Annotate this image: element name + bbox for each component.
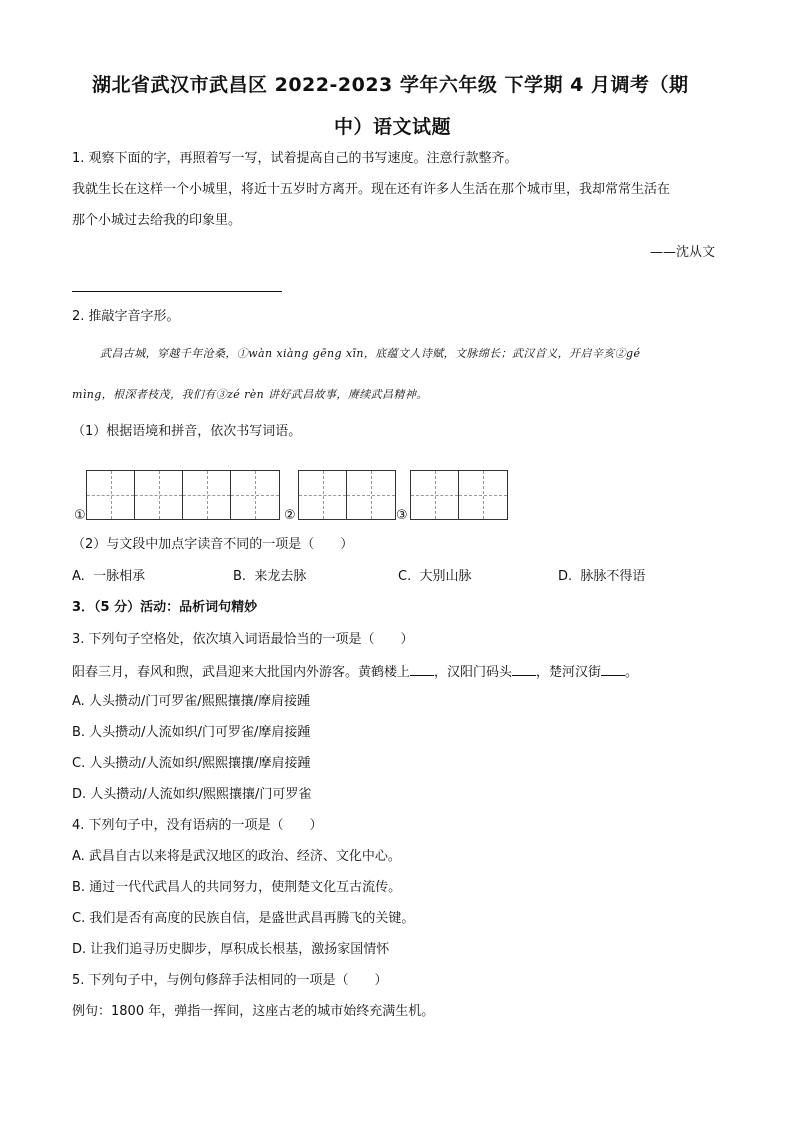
option-text: 脉脉不得语 (580, 569, 646, 584)
q4-prompt: 4. 下列句子中，没有语病的一项是（ ） (72, 818, 323, 833)
q3-option-c[interactable]: C. 人头攒动/人流如织/熙熙攘攘/摩肩接踵 (72, 756, 311, 771)
q3-sentence-part: 阳春三月，春风和煦，武昌迎来大批国内外游客。黄鹤楼上 (72, 665, 411, 680)
grid-cell[interactable] (347, 471, 395, 519)
page-title-continued: 中）语文试题 (334, 116, 452, 138)
answer-grid-1[interactable] (86, 470, 280, 520)
option-label: C. (398, 569, 412, 584)
answer-grid-3[interactable] (410, 470, 508, 520)
q2-option-a[interactable] (72, 569, 145, 585)
answer-grid-2[interactable] (298, 470, 396, 520)
option-text: 大别山脉 (419, 569, 472, 584)
q2-option-b[interactable] (233, 569, 306, 585)
fill-blank[interactable] (512, 663, 536, 676)
q1-passage-line-1: 我就生长在这样一个小城里，将近十五岁时方离开。现在还有许多人生活在那个城市里，我却常常生活在 (72, 182, 671, 197)
grid-label-2: ② (284, 508, 296, 523)
grid-cell[interactable] (299, 471, 347, 519)
q5-example: 例句：1800 年，弹指一挥间，这座古老的城市始终充满生机。 (72, 1004, 435, 1019)
q3-sentence-part: 。 (625, 665, 639, 680)
q5-prompt: 5. 下列句子中，与例句修辞手法相同的一项是（ ） (72, 973, 388, 988)
q4-option-a[interactable]: A. 武昌自古以来将是武汉地区的政治、经济、文化中心。 (72, 849, 401, 864)
q1-writing-line (72, 291, 282, 292)
q4-option-c[interactable]: C. 我们是否有高度的民族自信，是盛世武昌再腾飞的关键。 (72, 911, 415, 926)
grid-label-1: ① (74, 508, 86, 523)
grid-cell[interactable] (183, 471, 231, 519)
fill-blank[interactable] (410, 663, 434, 676)
q3-option-b[interactable]: B. 人头攒动/人流如织/门可罗雀/摩肩接踵 (72, 725, 311, 740)
option-label: B. (233, 569, 247, 584)
grid-cell[interactable] (459, 471, 507, 519)
page-title: 湖北省武汉市武昌区 2022-2023 学年六年级 下学期 4 月调考（期 (92, 74, 689, 96)
q4-option-b[interactable]: B. 通过一代代武昌人的共同努力，使荆楚文化互古流传。 (72, 880, 402, 895)
q3-prompt: 3. 下列句子空格处，依次填入词语最恰当的一项是（ ） (72, 632, 414, 647)
option-text: 一脉相承 (93, 569, 146, 584)
q3-option-d[interactable]: D. 人头攒动/人流如织/熙熙攘攘/门可罗雀 (72, 787, 312, 802)
q3-sentence-part: ，汉阳门码头 (434, 665, 513, 680)
q2-passage-line-2: mìng，根深者枝茂，我们有③zé rèn 讲好武昌故事，赓续武昌精神。 (72, 388, 428, 401)
q2-option-c[interactable] (398, 569, 472, 585)
q2-sub2: （2）与文段中加点字读音不同的一项是（ ） (72, 537, 354, 552)
option-text: 来龙去脉 (254, 569, 307, 584)
section-heading: 3．（5 分）活动：品析词句精妙 (72, 600, 258, 615)
grid-cell[interactable] (411, 471, 459, 519)
grid-label-3: ③ (396, 508, 408, 523)
q1-prompt: 1. 观察下面的字，再照着写一写，试着提高自己的书写速度。注意行款整齐。 (72, 151, 518, 166)
option-label: A. (72, 569, 85, 584)
q3-sentence-part: ，楚河汉街 (536, 665, 602, 680)
q3-sentence (72, 663, 638, 681)
q4-option-d[interactable]: D. 让我们追寻历史脚步，厚积成长根基，激扬家国情怀 (72, 942, 390, 957)
q2-prompt: 2. 推敲字音字形。 (72, 309, 180, 324)
grid-cell[interactable] (135, 471, 183, 519)
q1-author: ——沈从文 (650, 245, 716, 260)
grid-cell[interactable] (231, 471, 279, 519)
q3-option-a[interactable]: A. 人头攒动/门可罗雀/熙熙攘攘/摩肩接踵 (72, 694, 311, 709)
option-label: D. (558, 569, 573, 584)
fill-blank[interactable] (601, 663, 625, 676)
q1-passage-line-2: 那个小城过去给我的印象里。 (72, 213, 242, 228)
q2-option-d[interactable] (558, 569, 645, 585)
grid-cell[interactable] (87, 471, 135, 519)
q2-sub1: （1）根据语境和拼音，依次书写词语。 (72, 424, 302, 439)
q2-passage-line-1: 武昌古城，穿越千年沧桑，①wàn xiàng gēng xīn，底蕴文人诗赋，文脉绵长；武汉首义，开启辛亥②gé (100, 347, 641, 360)
